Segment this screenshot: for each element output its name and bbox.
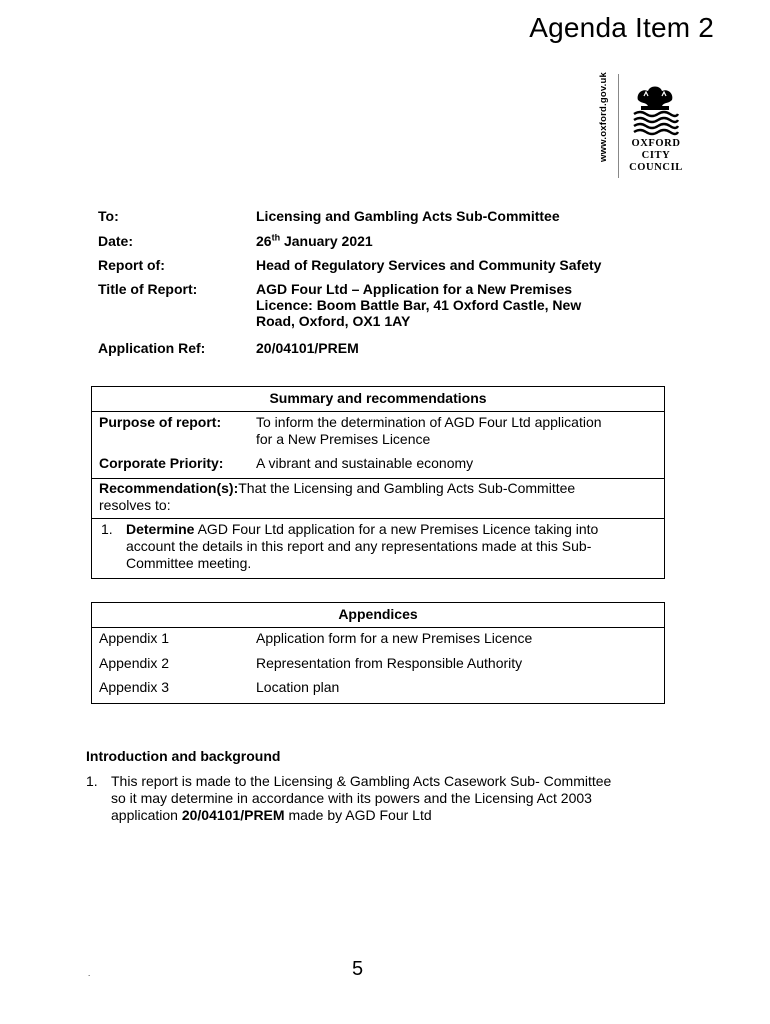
priority-value: A vibrant and sustainable economy	[256, 455, 474, 471]
appendices-table	[91, 602, 665, 704]
appendix-label: Appendix 3	[99, 679, 170, 695]
summary-heading: Summary and recommendations	[92, 387, 664, 412]
summary-table	[91, 386, 665, 579]
purpose-value: To inform the determination of AGD Four Ltd application for a New Premises Licence	[256, 414, 602, 447]
recommendation-item: Determine AGD Four Ltd application for a new Premises Licence taking into account the details in this report and any representations made at this Sub- Committee meeting.	[126, 521, 599, 571]
paragraph-number: 1.	[86, 773, 98, 789]
appendix-label: Appendix 1	[99, 630, 170, 646]
paragraph-text: This report is made to the Licensing & Gambling Acts Casework Sub- Committee so it may determine in accordance with its powers and the Licensing Act 2003 application 20/04101/PREM made by AGD Four Ltd	[111, 773, 612, 823]
appendix-desc: Application form for a new Premises Licence	[256, 630, 533, 646]
appendix-label: Appendix 2	[99, 655, 170, 671]
ox-crest-icon	[630, 80, 680, 138]
page-number: 5	[352, 958, 364, 980]
recommendation-number: 1.	[101, 521, 113, 537]
council-name: OXFORD CITY COUNCIL	[629, 138, 683, 173]
appendices-heading: Appendices	[92, 603, 664, 628]
priority-label: Corporate Priority:	[99, 455, 224, 471]
appendix-desc: Representation from Responsible Authority	[256, 655, 523, 671]
agenda-item-title: Agenda Item 2	[529, 12, 714, 43]
purpose-label: Purpose of report:	[99, 414, 222, 430]
row-divider	[92, 478, 664, 479]
footer-mark: .	[88, 969, 91, 978]
row-divider	[92, 518, 664, 519]
logo-divider	[618, 74, 619, 178]
website-url: www.oxford.gov.uk	[598, 72, 609, 162]
appendix-desc: Location plan	[256, 679, 340, 695]
recommendations: Recommendation(s):That the Licensing and Gambling Acts Sub-Committee resolves to:	[99, 480, 576, 513]
oxford-city-council-logo	[598, 72, 698, 182]
intro-heading: Introduction and background	[86, 748, 281, 764]
